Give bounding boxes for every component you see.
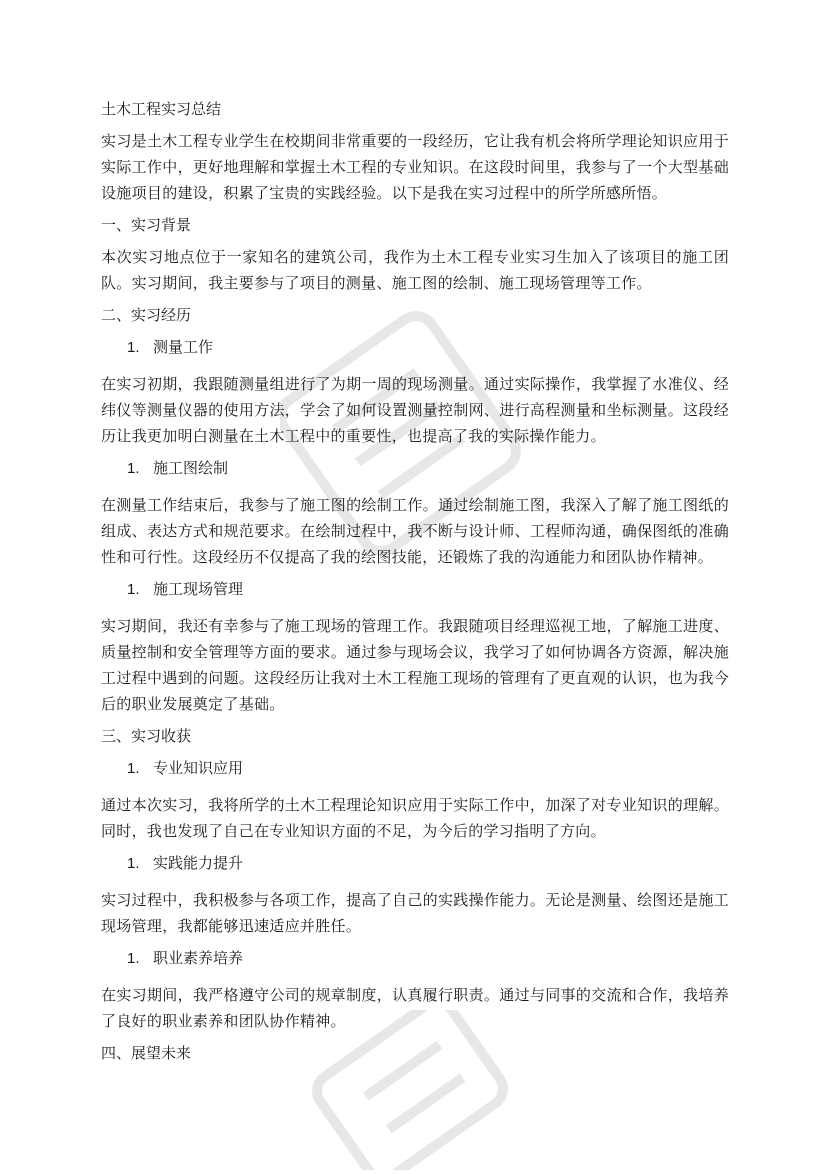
subsection-heading bbox=[101, 945, 729, 972]
subsection-title: 专业知识应用 bbox=[153, 759, 244, 777]
subsection-title: 施工现场管理 bbox=[153, 580, 244, 598]
list-number: 1. bbox=[127, 581, 140, 598]
subsection-heading bbox=[101, 755, 729, 782]
subsection-heading bbox=[101, 850, 729, 877]
list-number: 1. bbox=[127, 460, 140, 477]
list-number: 1. bbox=[127, 950, 140, 967]
paragraph: 实习期间，我还有幸参与了施工现场的管理工作。我跟随项目经理巡视工地，了解施工进度、质量控制和安全管理等方面的要求。通过参与现场会议，我学习了如何协调各方资源，解决施工过程中遇到的问题。这段经历让我对土木工程施工现场的管理有了更直观的认识，也为我今后的职业发展奠定了基础。 bbox=[101, 617, 729, 713]
paragraph: 在测量工作结束后，我参与了施工图的绘制工作。通过绘制施工图，我深入了解了施工图纸的组成、表达方式和规范要求。在绘制过程中，我不断与设计师、工程师沟通，确保图纸的准确性和可行性。这段经历不仅提高了我的绘图技能，还锻炼了我的沟通能力和团队协作精神。 bbox=[101, 496, 729, 566]
subsection-heading bbox=[101, 576, 729, 603]
subsection-title: 职业素养培养 bbox=[153, 949, 244, 967]
section-heading: 一、实习背景 bbox=[101, 216, 192, 234]
subsection-heading bbox=[101, 455, 729, 482]
subsection-heading bbox=[101, 334, 729, 361]
document-title: 土木工程实习总结 bbox=[101, 100, 222, 118]
paragraph: 本次实习地点位于一家知名的建筑公司，我作为土木工程专业实习生加入了该项目的施工团队。实习期间，我主要参与了项目的测量、施工图的绘制、施工现场管理等工作。 bbox=[101, 248, 729, 292]
section-heading: 三、实习收获 bbox=[101, 727, 192, 745]
subsection-title: 实践能力提升 bbox=[153, 854, 244, 872]
list-number: 1. bbox=[127, 855, 140, 872]
paragraph: 实习过程中，我积极参与各项工作，提高了自己的实践操作能力。无论是测量、绘图还是施工现场管理，我都能够迅速适应并胜任。 bbox=[101, 891, 729, 935]
list-number: 1. bbox=[127, 760, 140, 777]
paragraph: 通过本次实习，我将所学的土木工程理论知识应用于实际工作中，加深了对专业知识的理解。同时，我也发现了自己在专业知识方面的不足，为今后的学习指明了方向。 bbox=[101, 796, 729, 840]
list-number: 1. bbox=[127, 339, 140, 356]
paragraph: 在实习初期，我跟随测量组进行了为期一周的现场测量。通过实际操作，我掌握了水准仪、经纬仪等测量仪器的使用方法，学会了如何设置测量控制网、进行高程测量和坐标测量。这段经历让我更加明白测量在土木工程中的重要性，也提高了我的实际操作能力。 bbox=[101, 375, 729, 445]
subsection-title: 施工图绘制 bbox=[153, 459, 229, 477]
subsection-title: 测量工作 bbox=[153, 338, 214, 356]
document-body bbox=[101, 96, 729, 1072]
section-heading: 二、实习经历 bbox=[101, 306, 192, 324]
intro-paragraph: 实习是土木工程专业学生在校期间非常重要的一段经历，它让我有机会将所学理论知识应用于实际工作中，更好地理解和掌握土木工程的专业知识。在这段时间里，我参与了一个大型基础设施项目的建设，积累了宝贵的实践经验。以下是我在实习过程中的所学所感所悟。 bbox=[101, 132, 729, 202]
paragraph: 在实习期间，我严格遵守公司的规章制度，认真履行职责。通过与同事的交流和合作，我培养了良好的职业素养和团队协作精神。 bbox=[101, 986, 729, 1030]
section-heading: 四、展望未来 bbox=[101, 1044, 192, 1062]
